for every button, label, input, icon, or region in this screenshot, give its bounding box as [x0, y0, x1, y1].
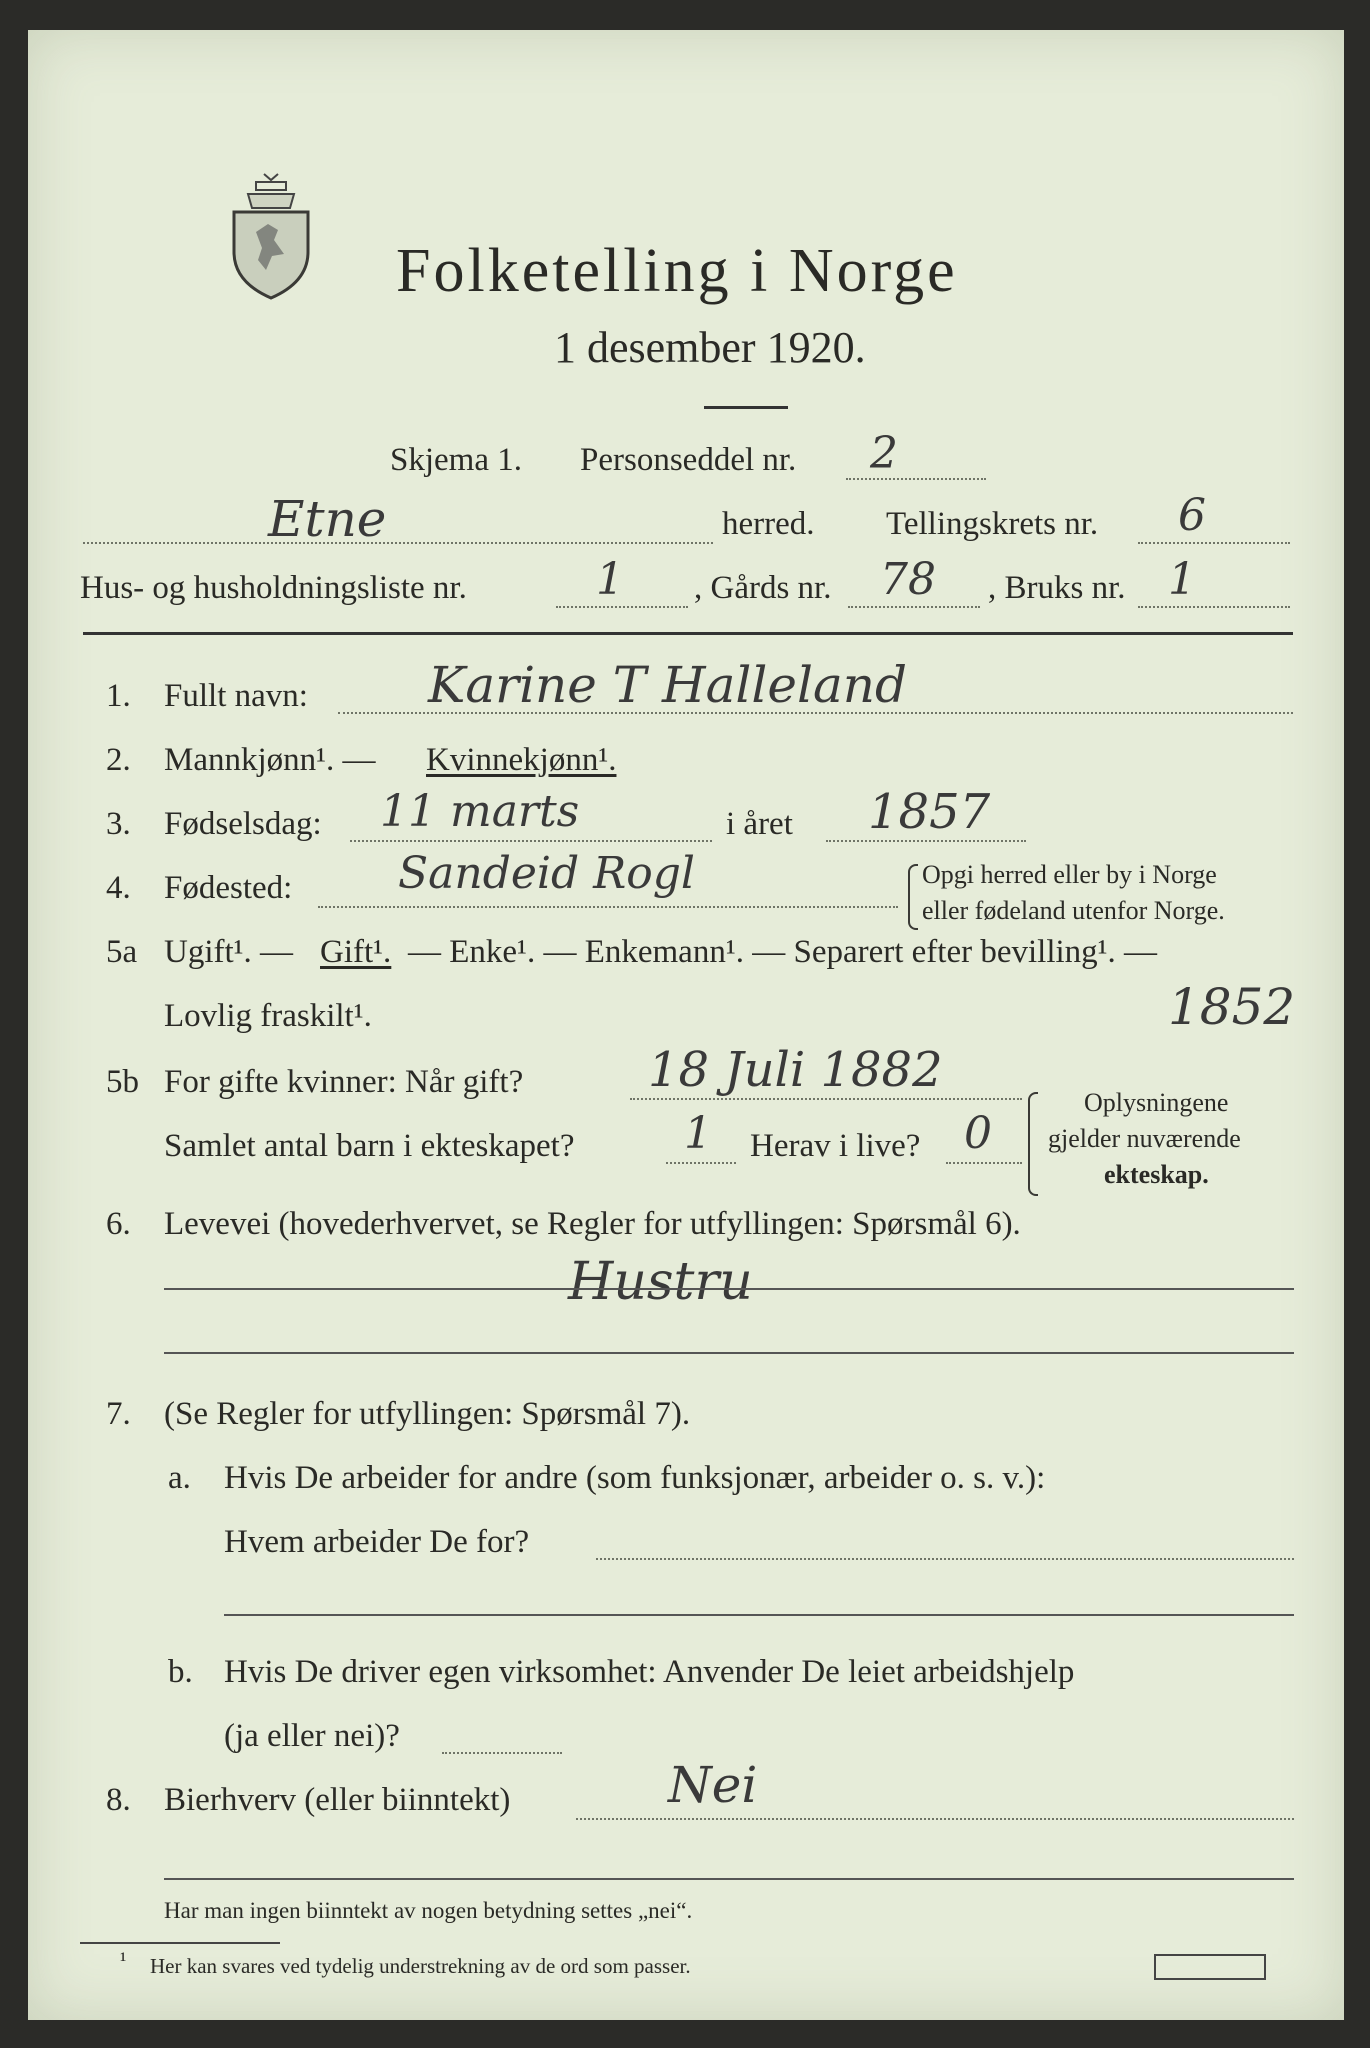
q3-label: Fødselsdag: — [164, 806, 322, 842]
husliste-label: Hus- og husholdningsliste nr. — [80, 570, 467, 606]
q8-number: 8. — [106, 1782, 131, 1818]
header-divider — [83, 632, 1293, 635]
biinntekt-note: Har man ingen biinntekt av nogen betydning settes „nei“. — [164, 1898, 693, 1923]
footnote-mark: ¹ — [120, 1948, 127, 1972]
tellingskrets-line — [1138, 542, 1290, 544]
q7-label: (Se Regler for utfyllingen: Spørsmål 7). — [164, 1396, 691, 1432]
q8-label: Bierhverv (eller biinntekt) — [164, 1782, 511, 1818]
bruks-answer: 1 — [1168, 554, 1196, 605]
herred-line — [83, 542, 713, 544]
q7b-question: (ja eller nei)? — [224, 1718, 400, 1754]
q6-line1 — [164, 1288, 1294, 1290]
bruks-label: , Bruks nr. — [988, 570, 1126, 606]
gards-label: , Gårds nr. — [694, 570, 832, 606]
q7b-label: Hvis De driver egen virksomhet: Anvender De leiet arbeidshjelp — [224, 1654, 1075, 1690]
footnote-text: Her kan svares ved tydelig understrekning av de ord som passer. — [150, 1954, 691, 1978]
personseddel-label: Personseddel nr. — [580, 442, 797, 478]
q5b-gift-line — [630, 1098, 1022, 1100]
levevei-answer: Hustru — [568, 1252, 753, 1312]
q5a-ugift: Ugift¹. — — [164, 934, 294, 970]
q2-kvinnekjonn: Kvinnekjønn¹. — [426, 742, 617, 778]
q5a-number: 5a — [106, 934, 138, 970]
bruks-line — [1138, 606, 1290, 608]
antal-barn-answer: 1 — [684, 1108, 712, 1159]
fodselsdag-answer: 11 marts — [380, 786, 580, 837]
margin-year-annotation: 1852 — [1168, 978, 1296, 1036]
q7b-letter: b. — [168, 1654, 193, 1690]
q5b-number: 5b — [106, 1064, 139, 1100]
q6-line2 — [164, 1352, 1294, 1354]
printer-stamp-icon — [1154, 1954, 1266, 1980]
footnote-rule — [80, 1942, 280, 1944]
q7a-letter: a. — [168, 1460, 191, 1496]
husliste-line — [556, 606, 688, 608]
q5a-options: — Enke¹. — Enkemann¹. — Separert efter bevilling¹. — — [408, 934, 1158, 970]
tellingskrets-label: Tellingskrets nr. — [886, 506, 1099, 542]
gards-line — [848, 606, 980, 608]
census-form — [28, 30, 1344, 2020]
husliste-answer: 1 — [596, 554, 624, 605]
q5b-live-line — [946, 1162, 1022, 1164]
personseddel-answer: 2 — [870, 428, 898, 479]
skjema-label: Skjema 1. — [390, 442, 522, 478]
tellingskrets-answer: 6 — [1178, 490, 1206, 541]
q7a-line — [596, 1558, 1294, 1560]
q2-number: 2. — [106, 742, 131, 778]
q4-note-line1: Opgi herred eller by i Norge — [922, 860, 1217, 889]
herred-answer: Etne — [268, 490, 387, 548]
q4-number: 4. — [106, 870, 131, 906]
q1-number: 1. — [106, 678, 131, 714]
q7-number: 7. — [106, 1396, 131, 1432]
q5b-note-line1: Oplysningene — [1084, 1088, 1229, 1117]
q7a-line2 — [224, 1614, 1294, 1616]
q7a-question: Hvem arbeider De for? — [224, 1524, 530, 1560]
herav-i-live-answer: 0 — [964, 1108, 992, 1159]
q8-line — [576, 1818, 1294, 1820]
q5b-label: For gifte kvinner: Når gift? — [164, 1064, 524, 1100]
personseddel-line — [846, 478, 986, 480]
q2-mannkjonn: Mannkjønn¹. — — [164, 742, 376, 778]
naar-gift-answer: 18 Juli 1882 — [648, 1042, 943, 1098]
coat-of-arms-icon — [226, 172, 316, 300]
q3-number: 3. — [106, 806, 131, 842]
q6-label: Levevei (hovederhvervet, se Regler for utfyllingen: Spørsmål 6). — [164, 1206, 1021, 1242]
gards-answer: 78 — [880, 554, 936, 605]
q5a-fraskilt: Lovlig fraskilt¹. — [164, 998, 372, 1034]
q5b-note-line3: ekteskap. — [1104, 1160, 1209, 1189]
bierhverv-answer: Nei — [668, 1756, 758, 1814]
q4-brace — [908, 864, 918, 930]
herred-label: herred. — [722, 506, 815, 542]
q5b-barn-line — [666, 1162, 736, 1164]
q8-line2 — [164, 1878, 1294, 1880]
fodested-answer: Sandeid Rogl — [398, 848, 695, 899]
title-divider — [704, 406, 788, 409]
q1-label: Fullt navn: — [164, 678, 308, 714]
q4-line — [318, 906, 898, 908]
form-title: Folketelling i Norge — [396, 237, 958, 305]
q4-label: Fødested: — [164, 870, 293, 906]
q6-number: 6. — [106, 1206, 131, 1242]
q7a-label: Hvis De arbeider for andre (som funksjonær, arbeider o. s. v.): — [224, 1460, 1046, 1496]
q5a-gift: Gift¹. — [320, 934, 392, 970]
q3-year-label: i året — [726, 806, 793, 842]
fodselsaar-answer: 1857 — [868, 784, 991, 840]
q4-note-line2: eller fødeland utenfor Norge. — [922, 896, 1225, 925]
q3-year-line — [826, 840, 1026, 842]
q5b-brace — [1028, 1092, 1038, 1196]
q5b-note-line2: gjelder nuværende — [1048, 1124, 1241, 1153]
q5b-live-label: Herav i live? — [750, 1128, 921, 1164]
q7b-line — [442, 1752, 562, 1754]
census-date: 1 desember 1920. — [554, 323, 866, 372]
q5b-barn-label: Samlet antal barn i ekteskapet? — [164, 1128, 575, 1164]
fullt-navn-answer: Karine T Halleland — [428, 656, 907, 714]
q3-day-line — [350, 840, 712, 842]
